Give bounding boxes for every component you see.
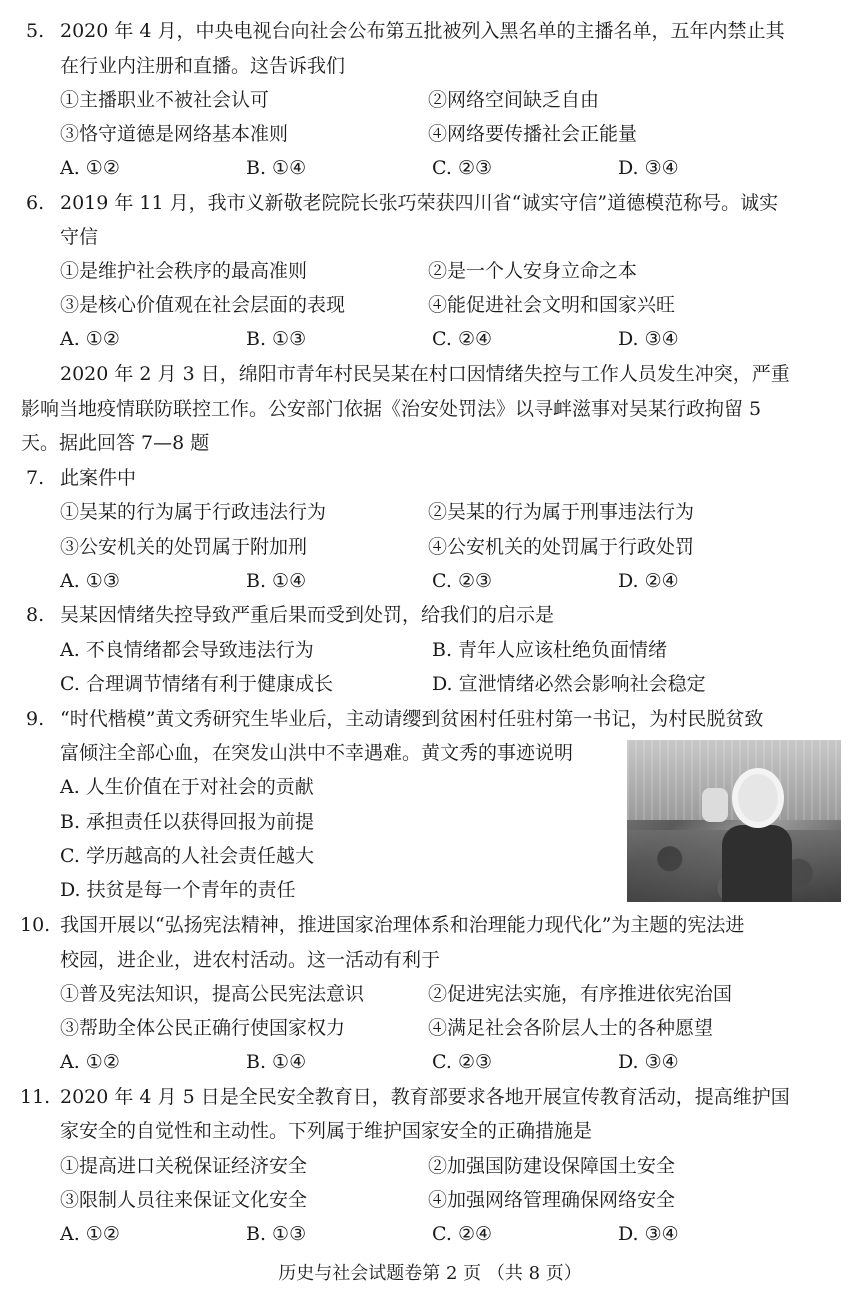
question-stem: 2020 年 4 月 5 日是全民安全教育日，教育部要求各地开展宣传教育活动，提高维护国 xyxy=(60,1086,790,1108)
statement-option: ④网络要传播社会正能量 xyxy=(428,123,638,145)
choice-b: B. ①④ xyxy=(246,1051,307,1073)
choice-a: A. ①② xyxy=(60,157,120,179)
choice-c: C. 学历越高的人社会责任越大 xyxy=(60,845,314,867)
question-stem: 此案件中 xyxy=(60,467,137,489)
portrait-photo xyxy=(627,740,841,902)
photo-person-body xyxy=(722,825,792,902)
choice-c: C. ②③ xyxy=(432,157,493,179)
material-text: 天。据此回答 7—8 题 xyxy=(21,432,210,454)
page-footer: 历史与社会试题卷第 2 页 （共 8 页） xyxy=(278,1263,582,1284)
question-stem: 在行业内注册和直播。这告诉我们 xyxy=(60,55,346,77)
choice-b: B. ①④ xyxy=(246,570,307,592)
question-stem: 校园，进企业，进农村活动。这一活动有利于 xyxy=(60,949,441,971)
choice-b: B. ①③ xyxy=(246,1223,307,1245)
statement-option: ③帮助全体公民正确行使国家权力 xyxy=(60,1017,346,1039)
question-stem: 我国开展以“弘扬宪法精神，推进国家治理体系和治理能力现代化”为主题的宪法进 xyxy=(60,914,745,936)
question-stem: 守信 xyxy=(60,226,99,248)
choice-a: A. 不良情绪都会导致违法行为 xyxy=(60,639,314,661)
question-number: 6. xyxy=(26,192,45,214)
statement-option: ①是维护社会秩序的最高准则 xyxy=(60,260,308,282)
question-number: 10. xyxy=(20,914,51,936)
choice-d: D. 宣泄情绪必然会影响社会稳定 xyxy=(432,673,706,695)
statement-option: ④满足社会各阶层人士的各种愿望 xyxy=(428,1017,714,1039)
question-stem: 家安全的自觉性和主动性。下列属于维护国家安全的正确措施是 xyxy=(60,1120,593,1142)
choice-a: A. ①② xyxy=(60,1223,120,1245)
choice-b: B. ①④ xyxy=(246,157,307,179)
question-number: 7. xyxy=(26,467,45,489)
statement-option: ③公安机关的处罚属于附加刑 xyxy=(60,536,308,558)
statement-option: ①吴某的行为属于行政违法行为 xyxy=(60,501,327,523)
choice-c: C. ②④ xyxy=(432,1223,493,1245)
statement-option: ③恪守道德是网络基本准则 xyxy=(60,123,289,145)
statement-option: ④公安机关的处罚属于行政处罚 xyxy=(428,536,695,558)
choice-c: C. ②④ xyxy=(432,328,493,350)
choice-d: D. 扶贫是每一个青年的责任 xyxy=(60,879,296,901)
statement-option: ②加强国防建设保障国土安全 xyxy=(428,1155,676,1177)
statement-option: ②促进宪法实施，有序推进依宪治国 xyxy=(428,983,733,1005)
question-number: 11. xyxy=(20,1086,51,1108)
statement-option: ④加强网络管理确保网络安全 xyxy=(428,1189,676,1211)
choice-d: D. ③④ xyxy=(618,1223,679,1245)
question-stem: 2019 年 11 月，我市义新敬老院院长张巧荣获四川省“诚实守信”道德模范称号。诚实 xyxy=(60,192,779,214)
choice-c: C. ②③ xyxy=(432,570,493,592)
statement-option: ②是一个人安身立命之本 xyxy=(428,260,638,282)
statement-option: ④能促进社会文明和国家兴旺 xyxy=(428,294,676,316)
question-stem: “时代楷模”黄文秀研究生毕业后，主动请缨到贫困村任驻村第一书记，为村民脱贫致 xyxy=(60,708,764,730)
choice-d: D. ③④ xyxy=(618,1051,679,1073)
choice-c: C. ②③ xyxy=(432,1051,493,1073)
choice-b: B. 青年人应该杜绝负面情绪 xyxy=(432,639,668,661)
statement-option: ③是核心价值观在社会层面的表现 xyxy=(60,294,346,316)
material-text: 影响当地疫情联防联控工作。公安部门依据《治安处罚法》以寻衅滋事对吴某行政拘留 5 xyxy=(21,398,762,420)
statement-option: ①普及宪法知识，提高公民宪法意识 xyxy=(60,983,365,1005)
choice-b: B. 承担责任以获得回报为前提 xyxy=(60,811,315,833)
question-number: 9. xyxy=(26,708,45,730)
choice-a: A. ①② xyxy=(60,328,120,350)
question-stem: 富倾注全部心血，在突发山洪中不幸遇难。黄文秀的事迹说明 xyxy=(60,742,574,764)
choice-b: B. ①③ xyxy=(246,328,307,350)
choice-d: D. ②④ xyxy=(618,570,679,592)
statement-option: ②吴某的行为属于刑事违法行为 xyxy=(428,501,695,523)
choice-a: A. ①③ xyxy=(60,570,120,592)
material-text: 2020 年 2 月 3 日，绵阳市青年村民吴某在村口因情绪失控与工作人员发生冲突，严重 xyxy=(60,363,790,385)
photo-person-hand xyxy=(702,788,728,822)
choice-a: A. 人生价值在于对社会的贡献 xyxy=(60,776,314,798)
statement-option: ①主播职业不被社会认可 xyxy=(60,89,270,111)
question-number: 5. xyxy=(26,20,45,42)
photo-person-face xyxy=(732,768,784,828)
choice-d: D. ③④ xyxy=(618,157,679,179)
statement-option: ②网络空间缺乏自由 xyxy=(428,89,600,111)
statement-option: ①提高进口关税保证经济安全 xyxy=(60,1155,308,1177)
question-number: 8. xyxy=(26,604,45,626)
question-stem: 2020 年 4 月，中央电视台向社会公布第五批被列入黑名单的主播名单，五年内禁止其 xyxy=(60,20,785,42)
choice-c: C. 合理调节情绪有利于健康成长 xyxy=(60,673,333,695)
statement-option: ③限制人员往来保证文化安全 xyxy=(60,1189,308,1211)
choice-d: D. ③④ xyxy=(618,328,679,350)
choice-a: A. ①② xyxy=(60,1051,120,1073)
question-stem: 吴某因情绪失控导致严重后果而受到处罚，给我们的启示是 xyxy=(60,604,555,626)
